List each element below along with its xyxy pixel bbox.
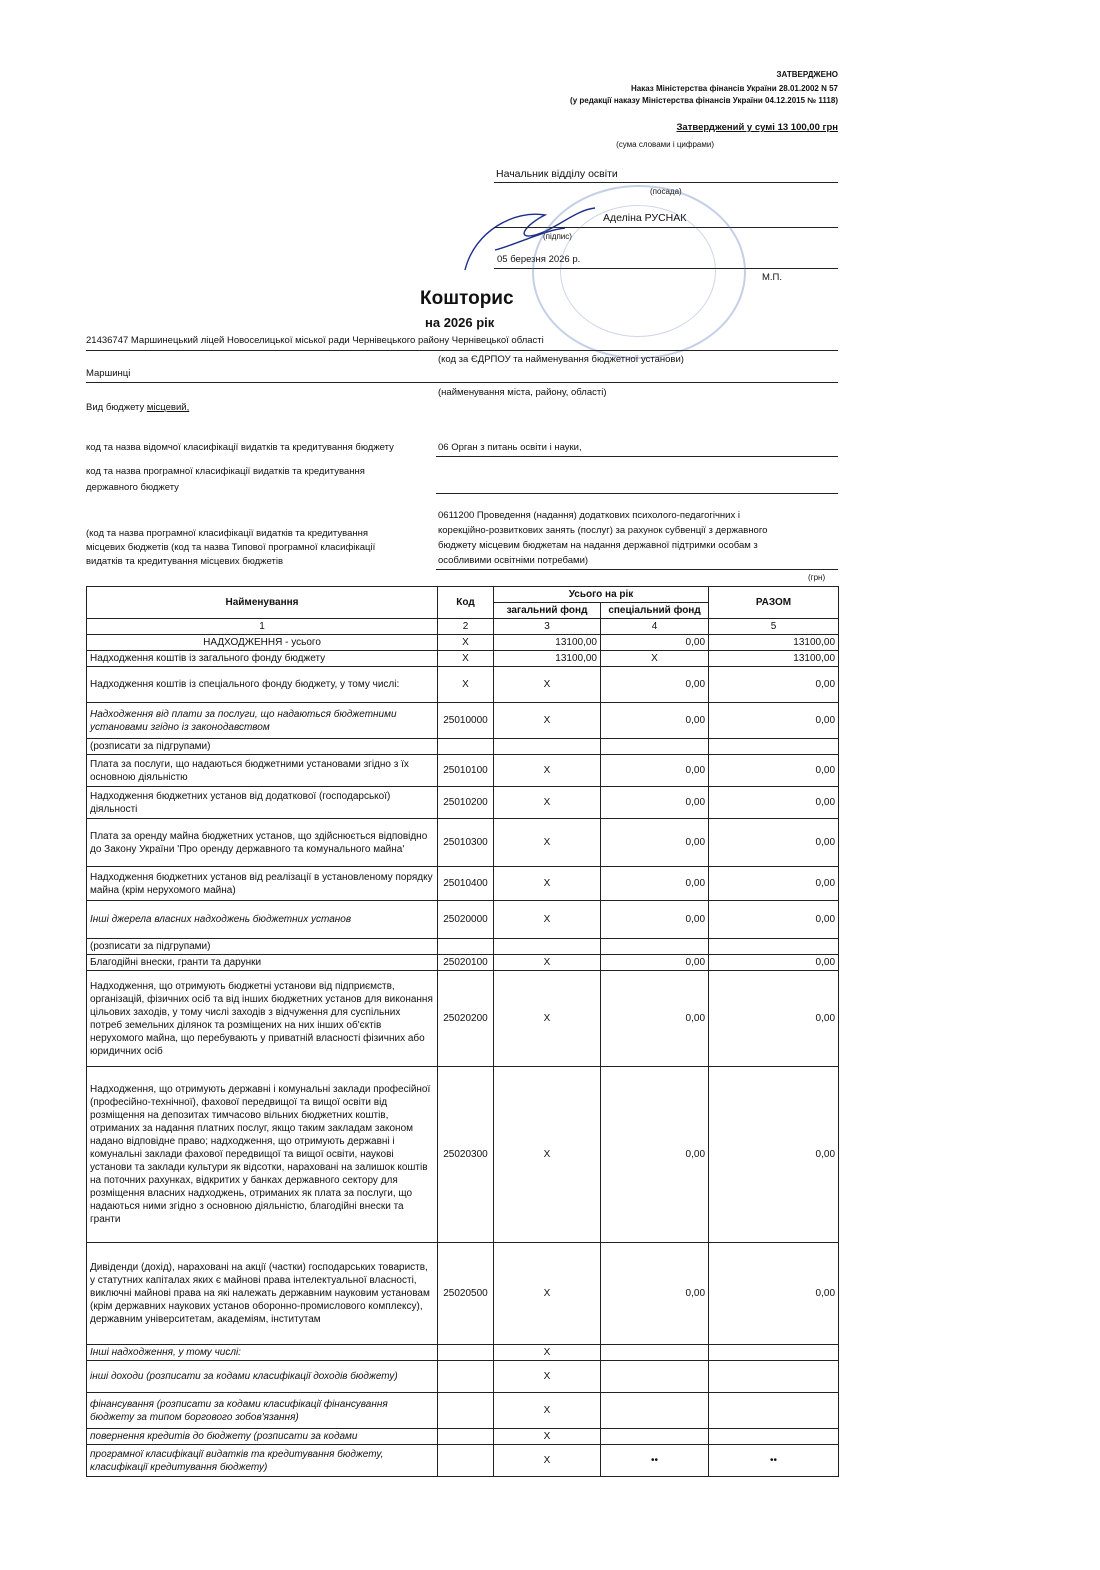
row-total (709, 1345, 839, 1361)
budget-type-label-text: Вид бюджету (86, 402, 145, 413)
state-prog-label-1: код та назва програмної класифікації видатків та кредитування (86, 466, 365, 477)
state-prog-label-2: державного бюджету (86, 482, 179, 493)
institution-caption: (код за ЄДРПОУ та найменування бюджетної установи) (438, 354, 684, 365)
local-prog-value-1: 0611200 Проведення (надання) додаткових психолого-педагогічних і (438, 510, 740, 521)
table-row (87, 1429, 839, 1445)
row-code: 25010400 (438, 867, 494, 901)
table-row (87, 787, 839, 819)
approved-label: ЗАТВЕРДЖЕНО (776, 70, 838, 79)
row-special: 0,00 (601, 1243, 709, 1345)
edition-line: (у редакції наказу Міністерства фінансів України 04.12.2015 № 1118) (570, 96, 838, 105)
row-general: Х (494, 1429, 601, 1445)
row-total: 0,00 (709, 971, 839, 1067)
row-special: 0,00 (601, 819, 709, 867)
row-total (709, 1429, 839, 1445)
row-name: Благодійні внески, гранти та дарунки (87, 955, 438, 971)
budget-table (86, 586, 839, 1477)
row-special: 0,00 (601, 667, 709, 703)
document-year: на 2026 рік (425, 315, 495, 330)
local-prog-value-4: особливими освітніми потребами) (438, 555, 589, 566)
row-total: •• (709, 1445, 839, 1477)
row-name: НАДХОДЖЕННЯ - усього (87, 635, 438, 651)
row-special: 0,00 (601, 755, 709, 787)
row-special: 0,00 (601, 971, 709, 1067)
row-special: 0,00 (601, 867, 709, 901)
row-general: Х (494, 703, 601, 739)
row-name: програмної класифікації видатків та кредитування бюджету, класифікації кредитування бюджету) (87, 1445, 438, 1477)
order-line: Наказ Міністерства фінансів України 28.01.2002 N 57 (630, 84, 838, 93)
row-special (601, 1393, 709, 1429)
table-row (87, 755, 839, 787)
document-title: Кошторис (420, 288, 514, 309)
row-code: 25020200 (438, 971, 494, 1067)
city-caption: (найменування міста, району, області) (438, 387, 607, 398)
table-row (87, 1345, 839, 1361)
signer-name: Аделіна РУСНАК (603, 212, 687, 224)
row-name: Плата за оренду майна бюджетних установ, що здійснюється відповідно до Закону України 'Про оренду державного та комунального майна' (87, 819, 438, 867)
row-general: Х (494, 867, 601, 901)
table-row (87, 971, 839, 1067)
row-name: Надходження коштів із спеціального фонду бюджету, у тому числі: (87, 667, 438, 703)
row-name: (розписати за підгрупами) (87, 939, 438, 955)
row-code: Х (438, 635, 494, 651)
row-total: 0,00 (709, 703, 839, 739)
city-name: Маршинці (86, 368, 131, 379)
local-prog-value-2: корекційно-розвиткових занять (послуг) за рахунок субвенції з державного (438, 525, 768, 536)
table-row (87, 1361, 839, 1393)
col-year-total-header: Усього на рік (494, 587, 709, 603)
row-special: 0,00 (601, 955, 709, 971)
row-special (601, 1361, 709, 1393)
row-total: 0,00 (709, 955, 839, 971)
row-total: 0,00 (709, 755, 839, 787)
row-code (438, 1361, 494, 1393)
table-row (87, 651, 839, 667)
row-name: Надходження бюджетних установ від реалізації в установленому порядку майна (крім нерухомого майна) (87, 867, 438, 901)
row-name: Надходження, що отримують бюджетні установи від підприємств, організацій, фізичних осіб та від інших бюджетних установ для виконання цільових заходів, у тому числі заходів з відчуження для суспільних потреб земельних ділянок та розміщених на них інших об'єктів нерухомого майна, що перебувають у приватній власності фізичних або юридичних осіб (87, 971, 438, 1067)
row-special (601, 1429, 709, 1445)
row-general: Х (494, 667, 601, 703)
col-general-header: загальний фонд (494, 603, 601, 619)
amount-caption: (сума словами і цифрами) (616, 140, 714, 149)
signature-caption: (підпис) (543, 232, 572, 241)
table-row (87, 939, 839, 955)
row-special: 0,00 (601, 635, 709, 651)
table-row (87, 867, 839, 901)
row-name: повернення кредитів до бюджету (розписати за кодами (87, 1429, 438, 1445)
row-name: Надходження бюджетних установ від додаткової (господарської) діяльності (87, 787, 438, 819)
row-name: Плата за послуги, що надаються бюджетними установами згідно з їх основною діяльністю (87, 755, 438, 787)
row-code (438, 1393, 494, 1429)
row-general: Х (494, 819, 601, 867)
budget-type-label (86, 402, 189, 413)
row-total: 0,00 (709, 787, 839, 819)
row-total: 0,00 (709, 667, 839, 703)
row-total: 0,00 (709, 867, 839, 901)
table-row (87, 1243, 839, 1345)
official-stamp-inner (560, 205, 716, 337)
local-prog-label-1: (код та назва програмної класифікації видатків та кредитування (86, 528, 369, 539)
local-prog-value-3: бюджету місцевим бюджетам на надання державної підтримки особам з (438, 540, 758, 551)
row-general: Х (494, 1393, 601, 1429)
row-name: Інші джерела власних надходжень бюджетних установ (87, 901, 438, 939)
row-name: інші доходи (розписати за кодами класифікації доходів бюджету) (87, 1361, 438, 1393)
row-code: 25020100 (438, 955, 494, 971)
col-num-2: 2 (438, 619, 494, 635)
row-total: 0,00 (709, 1243, 839, 1345)
row-code: 25010100 (438, 755, 494, 787)
row-total (709, 1393, 839, 1429)
row-total: 0,00 (709, 819, 839, 867)
row-special: Х (601, 651, 709, 667)
row-total: 13100,00 (709, 651, 839, 667)
row-code: 25010300 (438, 819, 494, 867)
col-num-4: 4 (601, 619, 709, 635)
table-row (87, 635, 839, 651)
row-special: •• (601, 1445, 709, 1477)
row-code: 25020500 (438, 1243, 494, 1345)
col-code-header: Код (438, 587, 494, 619)
row-total: 0,00 (709, 1067, 839, 1243)
row-special (601, 739, 709, 755)
table-row (87, 739, 839, 755)
row-name: (розписати за підгрупами) (87, 739, 438, 755)
row-general: Х (494, 1243, 601, 1345)
row-general: Х (494, 901, 601, 939)
row-code: 25010000 (438, 703, 494, 739)
row-name: Надходження, що отримують державні і комунальні заклади професійної (професійно-технічної), фахової передвищої та вищої освіти від розміщення на депозитах тимчасово вільних бюджетних коштів, отриманих за надання платних послуг, якщо таким закладам законом надано відповідне право; надходження, що отримують державні і комунальні заклади фахової передвищої та вищої освіти, наукові установи та заклади культури як відсотки, нараховані на залишок коштів на поточних рахунках, відкритих у банках державного сектору для розміщення власних надходжень, отриманих як плата за послуги, що надаються ними згідно з основною діяльністю, благодійні внески та гранти (87, 1067, 438, 1243)
row-code: Х (438, 651, 494, 667)
col-special-header: спеціальний фонд (601, 603, 709, 619)
row-code: 25020300 (438, 1067, 494, 1243)
row-code: 25020000 (438, 901, 494, 939)
table-row (87, 955, 839, 971)
row-code (438, 1345, 494, 1361)
budget-type-value: місцевий, (146, 402, 190, 413)
row-total (709, 1361, 839, 1393)
row-total (709, 739, 839, 755)
row-code (438, 1429, 494, 1445)
col-num-1: 1 (87, 619, 438, 635)
local-prog-label-2: місцевих бюджетів (код та назва Типової програмної класифікації (86, 542, 376, 553)
approval-date: 05 березня 2026 р. (497, 254, 581, 265)
row-name: Надходження від плати за послуги, що надаються бюджетними установами згідно із законодавством (87, 703, 438, 739)
row-general: Х (494, 1445, 601, 1477)
row-general (494, 739, 601, 755)
row-general: Х (494, 1345, 601, 1361)
approved-amount: Затверджений у сумі 13 100,00 грн (676, 122, 838, 133)
table-row (87, 819, 839, 867)
row-special: 0,00 (601, 901, 709, 939)
table-row (87, 667, 839, 703)
col-total-header: РАЗОМ (709, 587, 839, 619)
row-code: 25010200 (438, 787, 494, 819)
position-caption: (посада) (650, 187, 682, 196)
col-name-header: Найменування (87, 587, 438, 619)
row-name: Надходження коштів із загального фонду бюджету (87, 651, 438, 667)
row-general (494, 939, 601, 955)
table-header-row (87, 587, 839, 603)
row-general: 13100,00 (494, 651, 601, 667)
row-special (601, 1345, 709, 1361)
row-code (438, 1445, 494, 1477)
row-code (438, 739, 494, 755)
col-num-3: 3 (494, 619, 601, 635)
row-name: фінансування (розписати за кодами класифікації фінансування бюджету за типом боргового зобов'язання) (87, 1393, 438, 1429)
row-special (601, 939, 709, 955)
table-row (87, 901, 839, 939)
table-number-row (87, 619, 839, 635)
row-general: Х (494, 1067, 601, 1243)
seal-mark: М.П. (762, 272, 783, 283)
row-general: Х (494, 755, 601, 787)
row-name: Дивіденди (дохід), нараховані на акції (частки) господарських товариств, у статутних капіталах яких є майнові права інтелектуальної власності, виключні майнові права на які належать державним науковим установам (крім державних наукових установ оборонно-промислового комплексу), державним університетам, академіям, інститутам (87, 1243, 438, 1345)
row-special: 0,00 (601, 787, 709, 819)
table-row (87, 1067, 839, 1243)
row-special: 0,00 (601, 703, 709, 739)
row-name: Інші надходження, у тому числі: (87, 1345, 438, 1361)
row-total (709, 939, 839, 955)
dept-class-value: 06 Орган з питань освіти і науки, (438, 442, 582, 453)
row-total: 13100,00 (709, 635, 839, 651)
row-code: Х (438, 667, 494, 703)
table-row (87, 703, 839, 739)
row-general: Х (494, 955, 601, 971)
row-general: Х (494, 971, 601, 1067)
row-general: 13100,00 (494, 635, 601, 651)
table-row (87, 1445, 839, 1477)
position-title: Начальник відділу освіти (496, 168, 618, 180)
currency-unit: (грн) (808, 573, 826, 582)
table-row (87, 1393, 839, 1429)
row-general: Х (494, 787, 601, 819)
dept-class-label: код та назва відомчої класифікації видатків та кредитування бюджету (86, 442, 394, 453)
local-prog-label-3: видатків та кредитування місцевих бюджетів (86, 556, 283, 567)
institution-name: 21436747 Маршинецький ліцей Новоселицької міської ради Чернівецького району Чернівецької області (86, 335, 544, 346)
row-special: 0,00 (601, 1067, 709, 1243)
row-general: Х (494, 1361, 601, 1393)
row-code (438, 939, 494, 955)
col-num-5: 5 (709, 619, 839, 635)
row-total: 0,00 (709, 901, 839, 939)
